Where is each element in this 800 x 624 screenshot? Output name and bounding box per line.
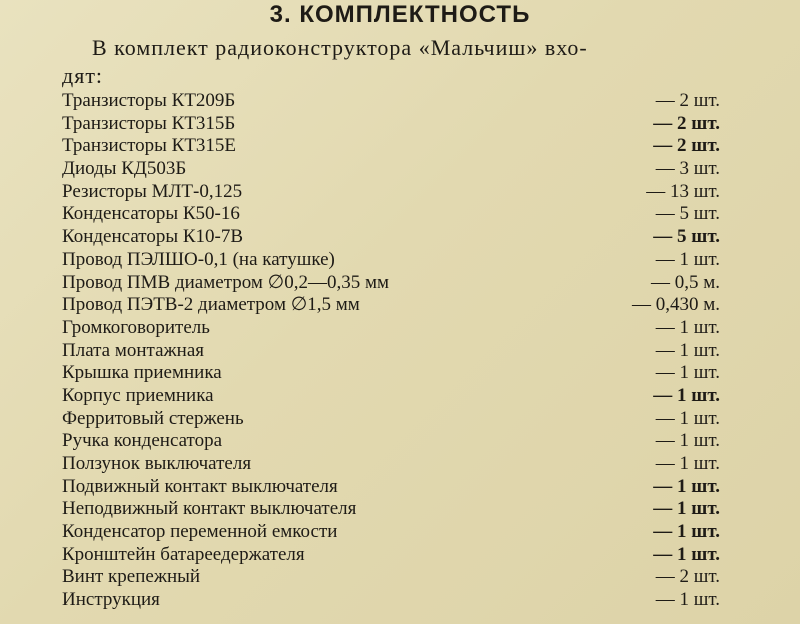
list-item (62, 408, 720, 431)
components-list (62, 90, 720, 612)
intro-line-1: В комплект радиоконструктора «Мальчиш» вхо- (92, 35, 588, 60)
item-name: Транзисторы КТ209Б (62, 90, 236, 111)
item-name: Ручка конденсатора (62, 430, 223, 452)
item-name: Плата монтажная (62, 339, 204, 361)
item-quantity: — 13 шт. (646, 180, 720, 202)
item-name: Крышка приемника (62, 362, 222, 384)
list-item (62, 521, 720, 544)
item-name: Подвижный контакт выключателя (62, 475, 338, 497)
item-quantity: — 1 шт. (655, 589, 720, 611)
item-name: Ферритовый стержень (62, 407, 244, 429)
list-item (62, 272, 720, 295)
list-item (62, 340, 720, 363)
item-name: Ползунок выключателя (62, 453, 252, 474)
list-item (62, 453, 720, 476)
item-quantity: — 5 шт. (655, 203, 720, 225)
item-quantity: — 1 шт. (653, 475, 720, 497)
list-item (62, 226, 720, 249)
item-quantity: — 1 шт. (655, 316, 720, 338)
list-item (62, 476, 720, 499)
item-quantity: — 1 шт. (653, 521, 720, 543)
section-heading: 3. КОМПЛЕКТНОСТЬ (269, 1, 531, 28)
item-name: Диоды КД503Б (62, 158, 187, 180)
list-item (62, 589, 720, 612)
list-item (62, 135, 720, 158)
item-name: Резисторы МЛТ-0,125 (62, 180, 243, 202)
item-name: Винт крепежный (62, 566, 201, 588)
item-quantity: — 1 шт. (655, 453, 720, 474)
item-quantity: — 1 шт. (653, 498, 720, 520)
item-quantity: — 2 шт. (655, 90, 720, 111)
list-item (62, 181, 720, 204)
item-name: Неподвижный контакт выключателя (62, 498, 357, 520)
item-name: Конденсатор переменной емкости (62, 521, 338, 543)
item-name: Конденсаторы К50-16 (62, 203, 240, 225)
item-name: Провод ПЭЛШО-0,1 (на катушке) (62, 248, 335, 270)
list-item (62, 430, 720, 453)
list-item (62, 385, 720, 408)
intro-paragraph (62, 34, 730, 90)
list-item (62, 566, 720, 589)
item-name: Корпус приемника (62, 384, 214, 406)
item-quantity: — 1 шт. (655, 248, 720, 270)
item-name: Транзисторы КТ315Б (62, 112, 236, 134)
item-name: Громкоговоритель (62, 316, 210, 338)
list-item (62, 544, 720, 567)
list-item (62, 90, 720, 113)
list-item (62, 113, 720, 136)
item-quantity: — 0,5 м. (650, 271, 720, 293)
item-quantity: — 3 шт. (655, 158, 720, 180)
item-quantity: — 2 шт. (653, 135, 720, 157)
list-item (62, 362, 720, 385)
item-quantity: — 2 шт. (653, 112, 720, 134)
item-name: Конденсаторы К10-7В (62, 226, 244, 248)
item-quantity: — 1 шт. (655, 339, 720, 361)
item-name: Провод ПЭТВ-2 диаметром ∅1,5 мм (62, 294, 360, 316)
item-quantity: — 1 шт. (655, 407, 720, 429)
item-quantity: — 1 шт. (653, 384, 720, 406)
item-quantity: — 5 шт. (653, 226, 720, 248)
item-name: Провод ПМВ диаметром ∅0,2—0,35 мм (62, 271, 389, 293)
item-quantity: — 1 шт. (653, 543, 720, 565)
item-name: Транзисторы КТ315Е (62, 135, 237, 157)
list-item (62, 294, 720, 317)
item-quantity: — 1 шт. (655, 362, 720, 384)
item-name: Кронштейн батареедержателя (62, 543, 305, 565)
item-quantity: — 0,430 м. (631, 294, 720, 316)
list-item (62, 498, 720, 521)
list-item (62, 317, 720, 340)
item-quantity: — 2 шт. (655, 566, 720, 588)
item-quantity: — 1 шт. (655, 430, 720, 452)
intro-line-2: дят: (62, 63, 104, 88)
list-item (62, 203, 720, 226)
list-item (62, 158, 720, 181)
list-item (62, 249, 720, 272)
item-name: Инструкция (62, 589, 160, 611)
